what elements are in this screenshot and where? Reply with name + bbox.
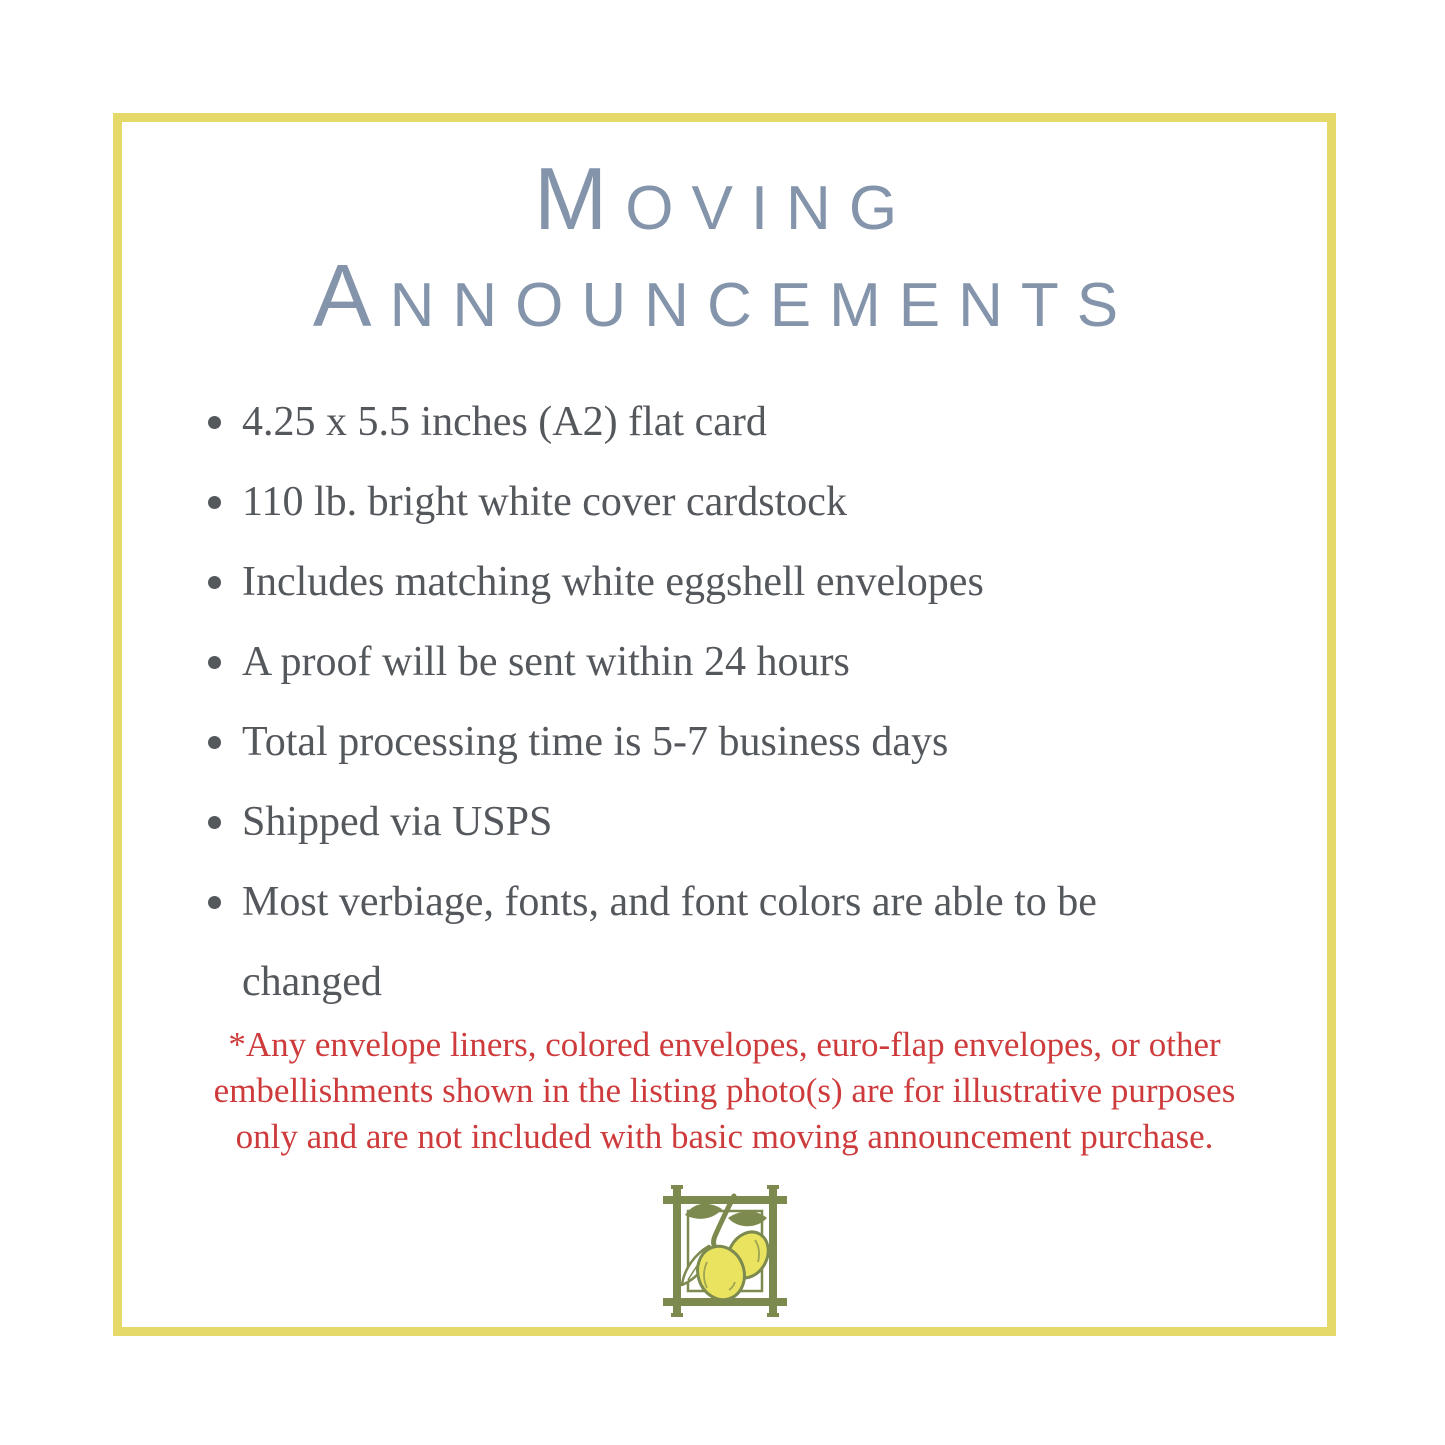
list-item: 110 lb. bright white cover cardstock bbox=[206, 462, 1216, 542]
list-item: Most verbiage, fonts, and font colors are able to be changed bbox=[206, 862, 1216, 1022]
list-item: A proof will be sent within 24 hours bbox=[206, 622, 1216, 702]
list-item: Includes matching white eggshell envelopes bbox=[206, 542, 1216, 622]
disclaimer-line: embellishments shown in the listing photo(s) are for illustrative purposes bbox=[213, 1071, 1236, 1110]
list-item: Total processing time is 5-7 business days bbox=[206, 702, 1216, 782]
list-item: Shipped via USPS bbox=[206, 782, 1216, 862]
details-list bbox=[206, 382, 1266, 1022]
lemons bbox=[690, 1225, 775, 1306]
disclaimer-line: only and are not included with basic moving announcement purchase. bbox=[235, 1117, 1214, 1156]
lemon-branch-logo-icon bbox=[655, 1178, 795, 1324]
disclaimer-text bbox=[122, 1022, 1327, 1160]
page-title: Moving Announcements bbox=[312, 149, 1137, 345]
yellow-border-frame bbox=[113, 113, 1336, 1336]
disclaimer-line: *Any envelope liners, colored envelopes, euro-flap envelopes, or other bbox=[228, 1025, 1221, 1064]
list-item: 4.25 x 5.5 inches (A2) flat card bbox=[206, 382, 1216, 462]
